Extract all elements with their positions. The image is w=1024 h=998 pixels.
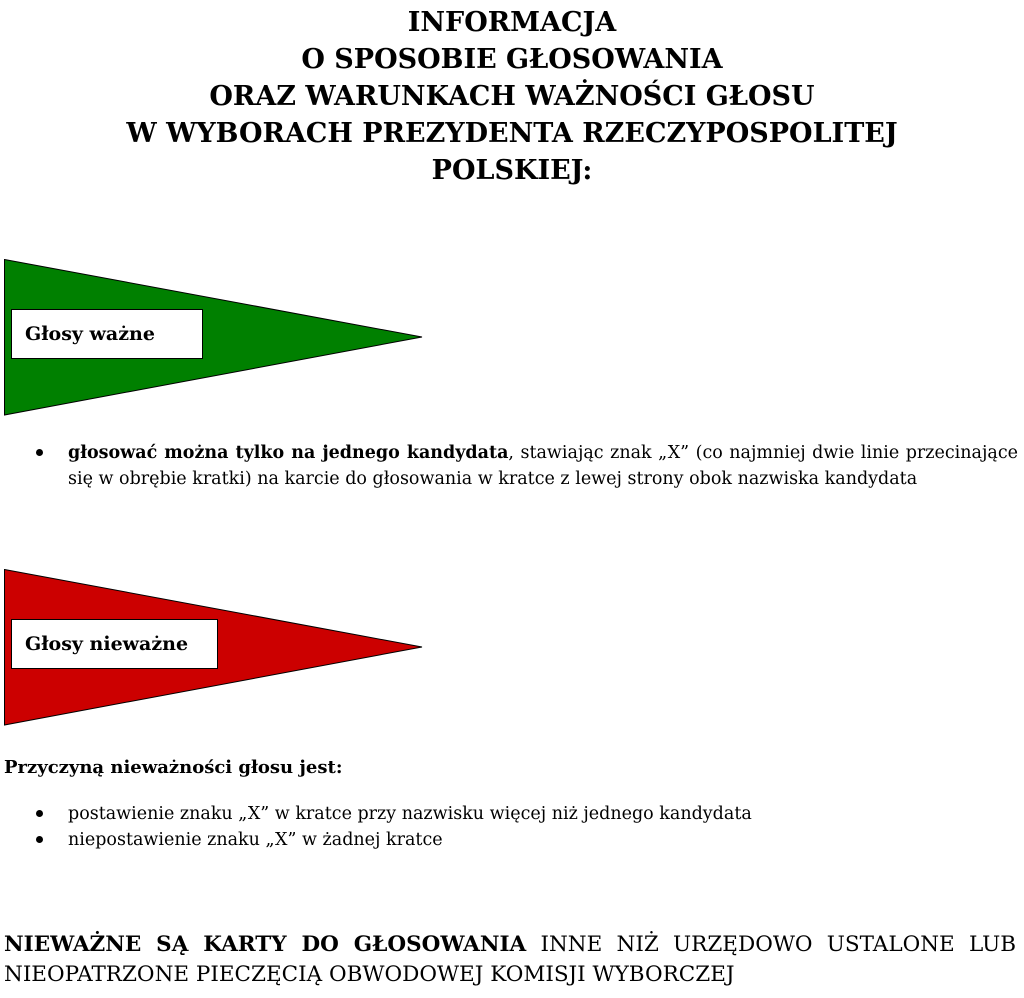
invalid-votes-pennant	[4, 569, 424, 727]
page-title	[0, 4, 1024, 189]
bullet-dot-icon	[36, 449, 43, 456]
title-line: INFORMACJA	[407, 7, 617, 38]
valid-votes-label: Głosy ważne	[11, 309, 203, 359]
list-item-text: postawienie znaku „X” w kratce przy nazwisku więcej niż jednego kandydata	[68, 804, 752, 824]
title-line: W WYBORACH PREZYDENTA RZECZYPOSPOLITEJ	[126, 118, 898, 149]
invalid-ballots-notice	[4, 930, 1016, 990]
invalid-votes-label: Głosy nieważne	[11, 619, 218, 669]
valid-votes-list	[36, 440, 1018, 492]
notice-text: INNE NIŻ URZĘDOWO USTALONE LUB NIEOPATRZONE PIECZĘCIĄ OBWODOWEJ KOMISJI WYBORCZEJ	[4, 932, 1017, 987]
list-item-bold: głosować można tylko na jednego kandydata	[68, 443, 509, 463]
invalidity-reason-heading: Przyczyną nieważności głosu jest:	[4, 757, 343, 778]
list-item-text: , stawiając znak „X” (co najmniej dwie linie przecinające się w obrębie kratki) na karcie do głosowania w kratce z lewej strony obok nazwiska kandydata	[68, 443, 1018, 489]
list-item	[36, 827, 1018, 853]
list-item	[36, 440, 1018, 492]
list-item-text: niepostawienie znaku „X” w żadnej kratce	[68, 830, 443, 850]
title-line: POLSKIEJ:	[431, 155, 593, 186]
bullet-dot-icon	[36, 810, 43, 817]
title-line: ORAZ WARUNKACH WAŻNOŚCI GŁOSU	[209, 81, 815, 112]
title-line: O SPOSOBIE GŁOSOWANIA	[301, 44, 723, 75]
valid-votes-pennant	[4, 259, 424, 417]
bullet-dot-icon	[36, 836, 43, 843]
list-item	[36, 801, 1018, 827]
notice-bold: NIEWAŻNE SĄ KARTY DO GŁOSOWANIA	[4, 932, 527, 957]
invalid-reasons-list	[36, 801, 1018, 853]
